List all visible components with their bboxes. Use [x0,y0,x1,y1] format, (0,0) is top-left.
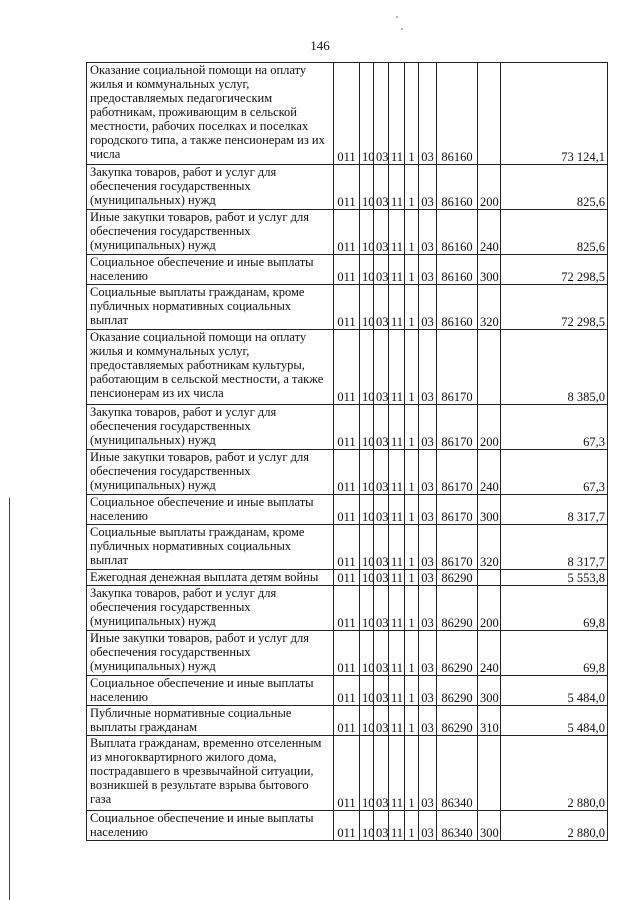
direction-code-cell: 86340 [437,736,478,811]
subsection-code-cell: 03 [374,631,389,676]
subprogram-code-cell: 1 [405,285,419,330]
subsection-code-cell: 03 [374,736,389,811]
direction-code-cell: 86170 [437,405,478,450]
subsection-code-cell: 03 [374,525,389,570]
section-code-cell: 10 [360,676,374,706]
section-code-cell: 10 [360,736,374,811]
scan-speck [396,16,398,18]
section-code-cell: 10 [360,330,374,405]
direction-code-cell: 86170 [437,495,478,525]
row-name-cell: Публичные нормативные социальные выплаты гражданам [87,706,334,736]
table-row [87,165,608,210]
event-code-cell: 03 [419,405,437,450]
subsection-code-cell: 03 [374,586,389,631]
ministry-code-cell: 011 [334,255,360,285]
row-name-cell: Социальное обеспечение и иные выплаты населению [87,676,334,706]
subsection-code-cell: 03 [374,330,389,405]
event-code-cell: 03 [419,525,437,570]
row-name-cell: Оказание социальной помощи на оплату жилья и коммунальных услуг, предоставляемых педагогическим работникам, проживающим в сельской местности, рабочих поселках и поселках городского типа, а также пенсионерам из их числа [87,63,334,165]
table-row [87,450,608,495]
event-code-cell: 03 [419,330,437,405]
direction-code-cell: 86160 [437,63,478,165]
subsection-code-cell: 03 [374,405,389,450]
table-row [87,736,608,811]
program-code-cell: 11 [389,586,405,631]
expense-type-code-cell: 240 [478,210,501,255]
program-code-cell: 11 [389,525,405,570]
ministry-code-cell: 011 [334,405,360,450]
ministry-code-cell: 011 [334,210,360,255]
event-code-cell: 03 [419,63,437,165]
direction-code-cell: 86290 [437,706,478,736]
section-code-cell: 10 [360,706,374,736]
row-name-cell: Закупка товаров, работ и услуг для обеспечения государственных (муниципальных) нужд [87,586,334,631]
expense-type-code-cell: 320 [478,525,501,570]
direction-code-cell: 86170 [437,330,478,405]
row-name-cell: Закупка товаров, работ и услуг для обеспечения государственных (муниципальных) нужд [87,165,334,210]
amount-cell: 2 880,0 [501,811,608,841]
expense-type-code-cell [478,330,501,405]
amount-cell: 72 298,5 [501,285,608,330]
subsection-code-cell: 03 [374,450,389,495]
section-code-cell: 10 [360,586,374,631]
section-code-cell: 10 [360,811,374,841]
amount-cell: 5 484,0 [501,676,608,706]
section-code-cell: 10 [360,63,374,165]
table-body [87,63,608,841]
table-row [87,210,608,255]
row-name-cell: Иные закупки товаров, работ и услуг для обеспечения государственных (муниципальных) нужд [87,210,334,255]
subsection-code-cell: 03 [374,495,389,525]
event-code-cell: 03 [419,450,437,495]
amount-cell: 67,3 [501,405,608,450]
event-code-cell: 03 [419,676,437,706]
amount-cell: 2 880,0 [501,736,608,811]
row-name-cell: Социальные выплаты гражданам, кроме публичных нормативных социальных выплат [87,525,334,570]
section-code-cell: 10 [360,525,374,570]
program-code-cell: 11 [389,165,405,210]
amount-cell: 72 298,5 [501,255,608,285]
subprogram-code-cell: 1 [405,495,419,525]
amount-cell: 5 484,0 [501,706,608,736]
expense-type-code-cell: 200 [478,405,501,450]
section-code-cell: 10 [360,165,374,210]
row-name-cell: Выплата гражданам, временно отселенным из многоквартирного жилого дома, пострадавшего в чрезвычайной ситуации, возникшей в результате взрыва бытового газа [87,736,334,811]
direction-code-cell: 86290 [437,631,478,676]
amount-cell: 69,8 [501,631,608,676]
expense-type-code-cell [478,63,501,165]
subprogram-code-cell: 1 [405,570,419,586]
event-code-cell: 03 [419,811,437,841]
subprogram-code-cell: 1 [405,405,419,450]
budget-table [86,62,608,841]
subsection-code-cell: 03 [374,570,389,586]
program-code-cell: 11 [389,285,405,330]
program-code-cell: 11 [389,706,405,736]
expense-type-code-cell [478,570,501,586]
subprogram-code-cell: 1 [405,210,419,255]
program-code-cell: 11 [389,63,405,165]
event-code-cell: 03 [419,165,437,210]
program-code-cell: 11 [389,676,405,706]
section-code-cell: 10 [360,210,374,255]
subsection-code-cell: 03 [374,210,389,255]
scan-speck [401,28,403,30]
event-code-cell: 03 [419,495,437,525]
direction-code-cell: 86160 [437,210,478,255]
direction-code-cell: 86160 [437,255,478,285]
direction-code-cell: 86290 [437,676,478,706]
ministry-code-cell: 011 [334,586,360,631]
direction-code-cell: 86170 [437,450,478,495]
row-name-cell: Социальное обеспечение и иные выплаты населению [87,811,334,841]
event-code-cell: 03 [419,285,437,330]
subsection-code-cell: 03 [374,165,389,210]
ministry-code-cell: 011 [334,570,360,586]
ministry-code-cell: 011 [334,736,360,811]
section-code-cell: 10 [360,405,374,450]
direction-code-cell: 86160 [437,165,478,210]
ministry-code-cell: 011 [334,811,360,841]
ministry-code-cell: 011 [334,525,360,570]
subprogram-code-cell: 1 [405,706,419,736]
subprogram-code-cell: 1 [405,525,419,570]
subprogram-code-cell: 1 [405,450,419,495]
expense-type-code-cell: 300 [478,495,501,525]
event-code-cell: 03 [419,586,437,631]
expense-type-code-cell: 300 [478,676,501,706]
subprogram-code-cell: 1 [405,676,419,706]
expense-type-code-cell: 200 [478,165,501,210]
table-row [87,706,608,736]
subprogram-code-cell: 1 [405,255,419,285]
amount-cell: 825,6 [501,165,608,210]
direction-code-cell: 86340 [437,811,478,841]
event-code-cell: 03 [419,210,437,255]
direction-code-cell: 86290 [437,586,478,631]
program-code-cell: 11 [389,495,405,525]
subsection-code-cell: 03 [374,255,389,285]
ministry-code-cell: 011 [334,631,360,676]
ministry-code-cell: 011 [334,285,360,330]
program-code-cell: 11 [389,811,405,841]
ministry-code-cell: 011 [334,495,360,525]
subprogram-code-cell: 1 [405,165,419,210]
page-number: 146 [310,38,330,53]
event-code-cell: 03 [419,631,437,676]
table-row [87,63,608,165]
subprogram-code-cell: 1 [405,330,419,405]
table-row [87,631,608,676]
expense-type-code-cell: 300 [478,811,501,841]
subprogram-code-cell: 1 [405,586,419,631]
subsection-code-cell: 03 [374,811,389,841]
row-name-cell: Иные закупки товаров, работ и услуг для обеспечения государственных (муниципальных) нужд [87,450,334,495]
program-code-cell: 11 [389,570,405,586]
row-name-cell: Закупка товаров, работ и услуг для обеспечения государственных (муниципальных) нужд [87,405,334,450]
expense-type-code-cell: 240 [478,450,501,495]
amount-cell: 69,8 [501,586,608,631]
expense-type-code-cell: 200 [478,586,501,631]
program-code-cell: 11 [389,330,405,405]
amount-cell: 73 124,1 [501,63,608,165]
subsection-code-cell: 03 [374,676,389,706]
subsection-code-cell: 03 [374,706,389,736]
event-code-cell: 03 [419,570,437,586]
table-row [87,811,608,841]
table-row [87,586,608,631]
program-code-cell: 11 [389,631,405,676]
program-code-cell: 11 [389,405,405,450]
section-code-cell: 10 [360,285,374,330]
subprogram-code-cell: 1 [405,63,419,165]
amount-cell: 8 317,7 [501,525,608,570]
section-code-cell: 10 [360,495,374,525]
program-code-cell: 11 [389,450,405,495]
amount-cell: 5 553,8 [501,570,608,586]
subsection-code-cell: 03 [374,285,389,330]
row-name-cell: Оказание социальной помощи на оплату жилья и коммунальных услуг, предоставляемых работникам культуры, работающим в сельской местности, а также пенсионерам из их числа [87,330,334,405]
section-code-cell: 10 [360,570,374,586]
event-code-cell: 03 [419,706,437,736]
ministry-code-cell: 011 [334,706,360,736]
table-row [87,570,608,586]
ministry-code-cell: 011 [334,63,360,165]
row-name-cell: Социальное обеспечение и иные выплаты населению [87,495,334,525]
table-row [87,495,608,525]
direction-code-cell: 86160 [437,285,478,330]
event-code-cell: 03 [419,736,437,811]
row-name-cell: Ежегодная денежная выплата детям войны [87,570,334,586]
row-name-cell: Социальное обеспечение и иные выплаты населению [87,255,334,285]
program-code-cell: 11 [389,210,405,255]
table-row [87,405,608,450]
table-row [87,330,608,405]
amount-cell: 825,6 [501,210,608,255]
direction-code-cell: 86290 [437,570,478,586]
amount-cell: 8 317,7 [501,495,608,525]
direction-code-cell: 86170 [437,525,478,570]
table-row [87,525,608,570]
subprogram-code-cell: 1 [405,811,419,841]
ministry-code-cell: 011 [334,676,360,706]
event-code-cell: 03 [419,255,437,285]
ministry-code-cell: 011 [334,330,360,405]
expense-type-code-cell: 310 [478,706,501,736]
expense-type-code-cell: 300 [478,255,501,285]
table-row [87,255,608,285]
table-row [87,676,608,706]
section-code-cell: 10 [360,450,374,495]
amount-cell: 67,3 [501,450,608,495]
margin-line [9,498,10,900]
table-row [87,285,608,330]
ministry-code-cell: 011 [334,450,360,495]
expense-type-code-cell: 240 [478,631,501,676]
section-code-cell: 10 [360,631,374,676]
ministry-code-cell: 011 [334,165,360,210]
row-name-cell: Иные закупки товаров, работ и услуг для обеспечения государственных (муниципальных) нужд [87,631,334,676]
section-code-cell: 10 [360,255,374,285]
expense-type-code-cell [478,736,501,811]
program-code-cell: 11 [389,255,405,285]
subprogram-code-cell: 1 [405,736,419,811]
subsection-code-cell: 03 [374,63,389,165]
subprogram-code-cell: 1 [405,631,419,676]
amount-cell: 8 385,0 [501,330,608,405]
row-name-cell: Социальные выплаты гражданам, кроме публичных нормативных социальных выплат [87,285,334,330]
program-code-cell: 11 [389,736,405,811]
expense-type-code-cell: 320 [478,285,501,330]
